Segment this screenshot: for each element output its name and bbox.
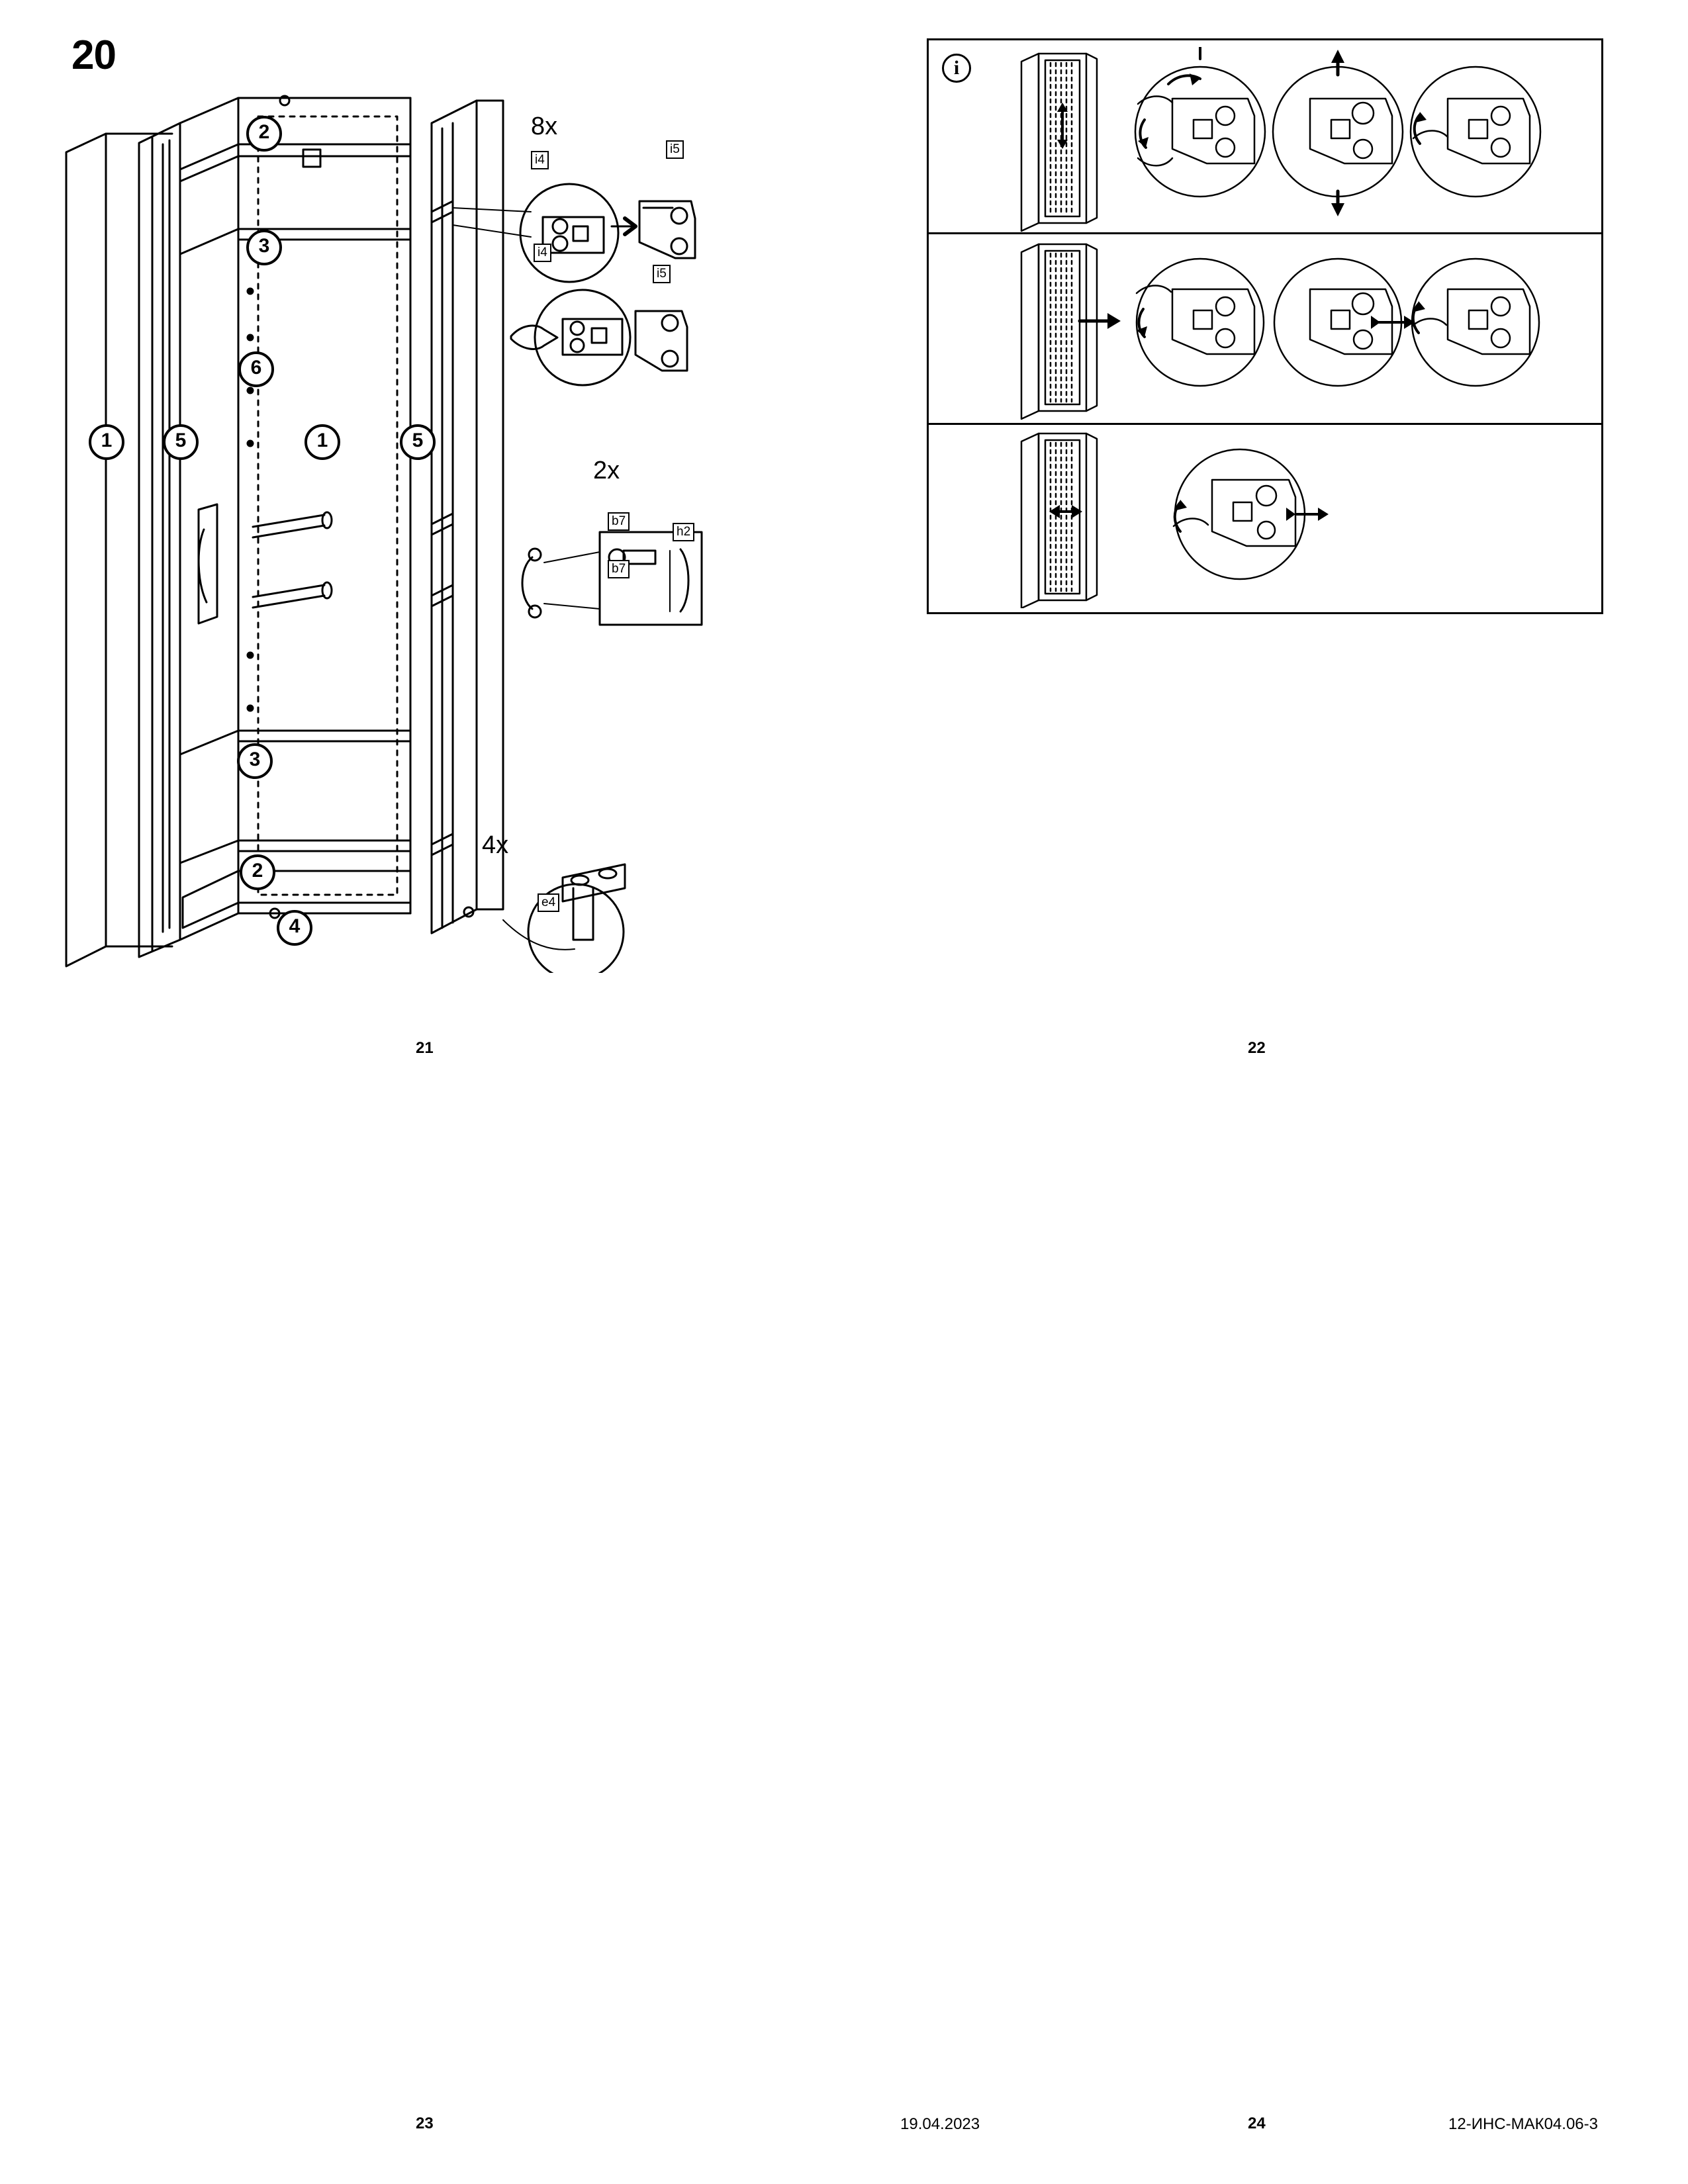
part-code-b7-upper: b7 [608, 512, 630, 531]
page-number-22: 22 [1248, 1039, 1266, 1057]
callout-5-left: 5 [163, 424, 199, 460]
callout-1-center: 1 [305, 424, 340, 460]
wardrobe-assembly-diagram [40, 60, 741, 973]
part-code-e4: e4 [538, 893, 559, 912]
footer-date: 19.04.2023 [900, 2115, 980, 2133]
part-code-b7-lower: b7 [608, 560, 630, 578]
divider-2 [929, 423, 1601, 425]
hinge-adjustment-info-panel [927, 38, 1603, 614]
depth-adjustment-row [1008, 239, 1604, 420]
callout-5-right: 5 [400, 424, 436, 460]
callout-6: 6 [238, 351, 274, 387]
callout-1-left: 1 [89, 424, 124, 460]
part-code-i4-bottom: i4 [534, 244, 551, 262]
page-number-24: 24 [1248, 2115, 1266, 2132]
quantity-bumpers: 4x [482, 831, 509, 859]
page-title: 20 [71, 32, 116, 78]
callout-4: 4 [277, 910, 312, 946]
page-number-21: 21 [416, 1039, 434, 1057]
callout-2-bottom: 2 [240, 854, 275, 890]
part-code-i5-bottom: i5 [653, 265, 671, 283]
part-code-h2: h2 [673, 523, 694, 541]
quantity-handles: 2x [593, 457, 620, 484]
callout-3-top: 3 [246, 230, 282, 265]
callout-2-top: 2 [246, 116, 282, 152]
part-code-i4-top: i4 [531, 151, 549, 169]
page-number-23: 23 [416, 2115, 434, 2132]
part-code-i5-top: i5 [666, 140, 684, 159]
vertical-adjustment-row [1008, 47, 1604, 232]
footer-doc-code: 12-ИНС-МАК04.06-3 [1448, 2115, 1598, 2133]
divider-1 [929, 232, 1601, 234]
quantity-hinges: 8x [531, 113, 558, 140]
callout-3-bottom: 3 [237, 743, 273, 779]
info-icon: i [942, 54, 971, 83]
lateral-adjustment-row [1008, 430, 1604, 608]
